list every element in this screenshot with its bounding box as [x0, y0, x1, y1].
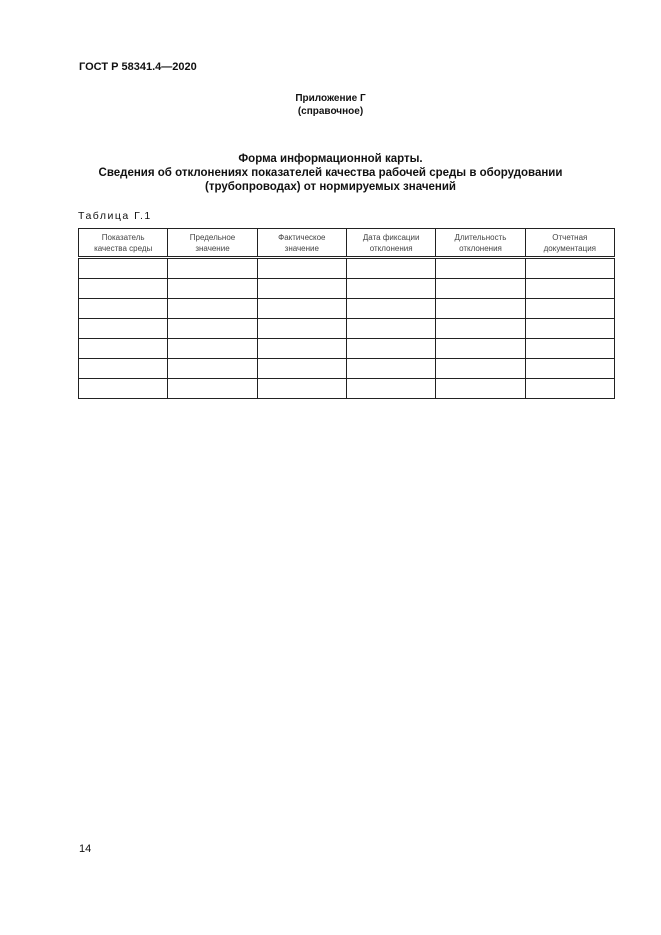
appendix-heading	[0, 92, 661, 118]
table-cell	[257, 379, 346, 399]
table-header-row	[79, 229, 615, 258]
table-cell	[346, 299, 435, 319]
table-cell	[346, 279, 435, 299]
appendix-note: (справочное)	[297, 106, 364, 117]
table-cell	[79, 319, 168, 339]
column-header-line: значение	[195, 243, 230, 253]
column-header	[257, 229, 346, 258]
column-header-line: отклонения	[369, 243, 413, 253]
table-cell	[257, 319, 346, 339]
table-cell	[346, 319, 435, 339]
deviation-table	[78, 228, 615, 399]
column-header-line: качества среды	[94, 243, 153, 253]
column-header-line: Предельное	[189, 232, 236, 242]
column-header	[168, 229, 257, 258]
table-cell	[79, 258, 168, 279]
table-cell	[79, 339, 168, 359]
table-cell	[436, 359, 525, 379]
table-cell	[168, 379, 257, 399]
table-cell	[168, 359, 257, 379]
column-header-line: отклонения	[459, 243, 502, 253]
column-header	[346, 229, 435, 258]
title-line: (трубопроводах) от нормируемых значений	[205, 181, 456, 193]
column-header-line: документация	[543, 243, 597, 253]
table-cell	[257, 258, 346, 279]
table-row	[79, 279, 615, 299]
page-number: 14	[79, 843, 92, 855]
table-cell	[525, 379, 614, 399]
table-row	[79, 379, 615, 399]
table-cell	[436, 319, 525, 339]
table-cell	[168, 279, 257, 299]
column-header-line: Длительность	[454, 232, 507, 242]
table-caption: Таблица Г.1	[78, 210, 152, 222]
column-header-line: значение	[284, 243, 319, 253]
table-cell	[525, 258, 614, 279]
table-cell	[79, 359, 168, 379]
table-cell	[79, 379, 168, 399]
table-row	[79, 359, 615, 379]
standard-header: ГОСТ Р 58341.4—2020	[79, 61, 197, 73]
table-cell	[79, 279, 168, 299]
table-cell	[257, 339, 346, 359]
table-cell	[346, 379, 435, 399]
table-cell	[346, 339, 435, 359]
table-row	[79, 319, 615, 339]
table-cell	[168, 319, 257, 339]
column-header-line: Фактическое	[278, 232, 326, 242]
table-row	[79, 299, 615, 319]
column-header-line: Отчетная	[552, 232, 588, 242]
table-cell	[525, 339, 614, 359]
table-cell	[525, 279, 614, 299]
table-cell	[346, 258, 435, 279]
table-cell	[525, 319, 614, 339]
table-cell	[257, 279, 346, 299]
column-header	[79, 229, 168, 258]
column-header-line: Дата фиксации	[362, 232, 420, 242]
appendix-title: Приложение Г	[295, 93, 366, 104]
table-cell	[257, 299, 346, 319]
table-cell	[257, 359, 346, 379]
table-cell	[346, 359, 435, 379]
table-cell	[525, 299, 614, 319]
table-cell	[168, 299, 257, 319]
column-header	[525, 229, 614, 258]
table-cell	[79, 299, 168, 319]
table-cell	[436, 379, 525, 399]
table-cell	[168, 339, 257, 359]
table-row	[79, 339, 615, 359]
column-header-line: Показатель	[101, 232, 145, 242]
table-cell	[436, 299, 525, 319]
table-cell	[525, 359, 614, 379]
table-cell	[436, 258, 525, 279]
title-line: Сведения об отклонениях показателей качества рабочей среды в оборудовании	[98, 167, 563, 179]
table-cell	[436, 279, 525, 299]
form-title	[0, 152, 661, 194]
table-cell	[436, 339, 525, 359]
column-header	[436, 229, 525, 258]
table-cell	[168, 258, 257, 279]
title-line: Форма информационной карты.	[238, 153, 423, 165]
table-row	[79, 258, 615, 279]
